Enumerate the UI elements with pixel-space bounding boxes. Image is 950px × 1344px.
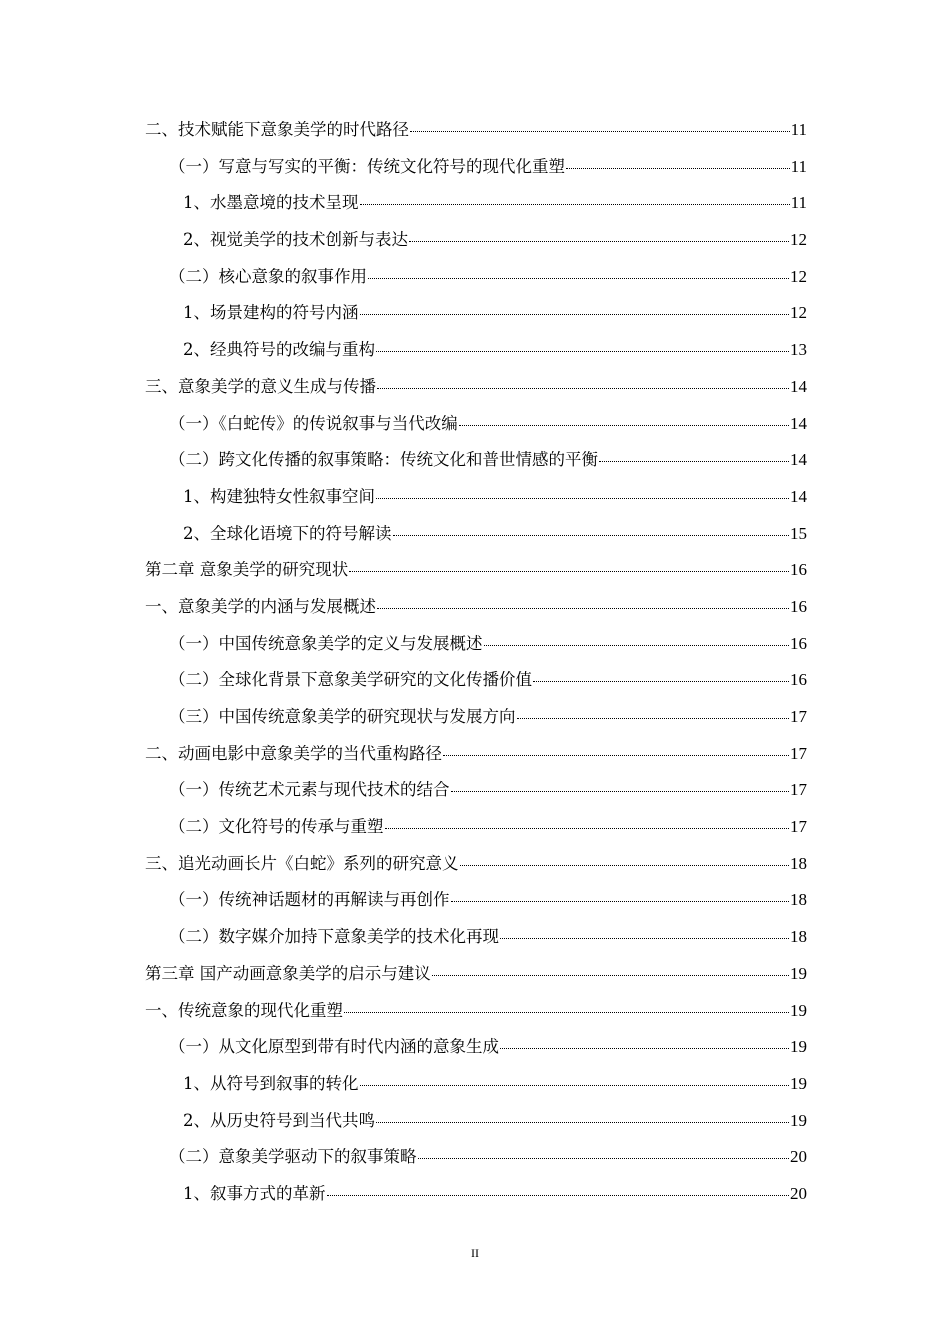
dot-leader [349, 571, 789, 572]
toc-entry-page: 19 [790, 1073, 807, 1093]
toc-entry-page: 12 [790, 230, 807, 250]
dot-leader [376, 351, 789, 352]
dot-leader [459, 425, 789, 426]
page-number: II [471, 1246, 479, 1260]
toc-entry-title: 1、从符号到叙事的转化 [183, 1073, 359, 1093]
table-of-contents [145, 112, 807, 1213]
toc-entry[interactable] [145, 332, 807, 369]
toc-entry[interactable] [145, 772, 807, 809]
toc-entry-title: 二、技术赋能下意象美学的时代路径 [145, 120, 409, 139]
dot-leader [376, 498, 789, 499]
toc-entry-page: 17 [790, 707, 807, 726]
dot-leader [393, 535, 790, 536]
toc-entry[interactable] [145, 626, 807, 663]
toc-entry[interactable] [145, 699, 807, 736]
toc-entry-title: （一）写意与写实的平衡：传统文化符号的现代化重塑 [169, 156, 565, 176]
toc-entry-page: 14 [790, 413, 807, 433]
toc-entry-page: 19 [790, 963, 807, 983]
toc-entry-page: 13 [790, 340, 807, 360]
toc-entry-page: 11 [790, 193, 807, 213]
toc-entry-title: （二）跨文化传播的叙事策略：传统文化和普世情感的平衡 [169, 450, 598, 470]
toc-entry-page: 20 [790, 1147, 807, 1167]
dot-leader [360, 204, 790, 205]
toc-entry-title: 一、传统意象的现代化重塑 [145, 1000, 343, 1020]
toc-entry-page: 14 [790, 450, 807, 470]
dot-leader [385, 828, 790, 829]
toc-entry[interactable] [145, 809, 807, 846]
toc-entry-page: 11 [790, 120, 807, 139]
dot-leader [418, 1158, 790, 1159]
toc-entry-title: 2、从历史符号到当代共鸣 [183, 1110, 375, 1130]
toc-entry-title: （二）全球化背景下意象美学研究的文化传播价值 [169, 670, 532, 690]
toc-entry-title: （二）数字媒介加持下意象美学的技术化再现 [169, 927, 499, 947]
toc-entry[interactable] [145, 736, 807, 773]
toc-entry[interactable] [145, 406, 807, 443]
toc-entry[interactable] [145, 1103, 807, 1140]
toc-entry-page: 20 [790, 1183, 807, 1203]
dot-leader [484, 645, 790, 646]
toc-entry-title: （三）中国传统意象美学的研究现状与发展方向 [169, 707, 516, 726]
dot-leader [460, 865, 790, 866]
toc-entry[interactable] [145, 185, 807, 222]
toc-entry-title: （一）从文化原型到带有时代内涵的意象生成 [169, 1037, 499, 1057]
dot-leader [533, 681, 789, 682]
dot-leader [360, 314, 790, 315]
toc-entry-page: 17 [790, 817, 807, 837]
toc-entry-page: 16 [790, 670, 807, 690]
toc-entry[interactable] [145, 1176, 807, 1213]
toc-entry-page: 17 [790, 743, 807, 763]
toc-entry-page: 16 [790, 560, 807, 580]
toc-entry-page: 18 [790, 927, 807, 947]
toc-entry-title: （二）意象美学驱动下的叙事策略 [169, 1147, 417, 1167]
toc-entry-title: 1、叙事方式的革新 [183, 1183, 326, 1203]
toc-entry-page: 16 [790, 633, 807, 653]
toc-entry-page: 16 [790, 596, 807, 616]
toc-entry-title: 三、意象美学的意义生成与传播 [145, 376, 376, 396]
toc-entry-title: （一）传统神话题材的再解读与再创作 [169, 890, 450, 910]
dot-leader [451, 791, 790, 792]
dot-leader [410, 131, 790, 132]
toc-entry-title: （一）《白蛇传》的传说叙事与当代改编 [169, 413, 458, 433]
toc-entry-title: 1、场景建构的符号内涵 [183, 303, 359, 323]
toc-entry-title: 2、全球化语境下的符号解读 [183, 523, 392, 543]
toc-entry[interactable] [145, 956, 807, 993]
toc-entry-title: 1、水墨意境的技术呈现 [183, 193, 359, 213]
toc-entry[interactable] [145, 882, 807, 919]
toc-entry[interactable] [145, 552, 807, 589]
toc-entry-page: 19 [790, 1110, 807, 1130]
dot-leader [409, 241, 789, 242]
dot-leader [344, 1012, 789, 1013]
toc-entry-title: 第二章 意象美学的研究现状 [145, 560, 349, 580]
dot-leader [500, 1048, 789, 1049]
toc-entry-page: 19 [790, 1037, 807, 1057]
toc-entry-title: 2、视觉美学的技术创新与表达 [183, 230, 408, 250]
toc-entry-title: 2、经典符号的改编与重构 [183, 340, 375, 360]
toc-entry-title: 第三章 国产动画意象美学的启示与建议 [145, 963, 431, 983]
toc-entry[interactable] [145, 516, 807, 553]
toc-entry[interactable] [145, 149, 807, 186]
toc-entry[interactable] [145, 369, 807, 406]
toc-entry-page: 18 [790, 853, 807, 873]
toc-entry[interactable] [145, 295, 807, 332]
toc-entry-page: 12 [790, 266, 807, 286]
toc-entry[interactable] [145, 479, 807, 516]
toc-entry[interactable] [145, 993, 807, 1030]
toc-entry-title: （二）文化符号的传承与重塑 [169, 817, 384, 837]
toc-entry[interactable] [145, 1139, 807, 1176]
toc-entry[interactable] [145, 112, 807, 149]
toc-entry-page: 19 [790, 1000, 807, 1020]
dot-leader [368, 278, 789, 279]
toc-entry-page: 18 [790, 890, 807, 910]
toc-entry-title: 1、构建独特女性叙事空间 [183, 486, 375, 506]
toc-entry-title: 一、意象美学的内涵与发展概述 [145, 596, 376, 616]
toc-entry[interactable] [145, 846, 807, 883]
toc-entry-page: 14 [790, 486, 807, 506]
dot-leader [360, 1085, 790, 1086]
toc-entry-title: （一）传统艺术元素与现代技术的结合 [169, 780, 450, 800]
toc-entry-page: 17 [790, 780, 807, 800]
dot-leader [377, 608, 789, 609]
toc-entry[interactable] [145, 442, 807, 479]
dot-leader [517, 718, 790, 719]
toc-entry-title: （二）核心意象的叙事作用 [169, 266, 367, 286]
dot-leader [327, 1195, 790, 1196]
toc-entry-page: 11 [790, 156, 807, 176]
dot-leader [599, 461, 789, 462]
dot-leader [443, 755, 789, 756]
dot-leader [432, 975, 789, 976]
toc-entry-page: 15 [790, 523, 807, 543]
dot-leader [377, 388, 789, 389]
toc-entry[interactable] [145, 1029, 807, 1066]
toc-entry-page: 12 [790, 303, 807, 323]
toc-entry[interactable] [145, 589, 807, 626]
toc-entry[interactable] [145, 919, 807, 956]
toc-entry-title: 三、追光动画长片《白蛇》系列的研究意义 [145, 853, 459, 873]
toc-entry-page: 14 [790, 376, 807, 396]
toc-entry[interactable] [145, 1066, 807, 1103]
toc-entry[interactable] [145, 662, 807, 699]
dot-leader [500, 938, 789, 939]
toc-entry-title: （一）中国传统意象美学的定义与发展概述 [169, 633, 483, 653]
toc-entry[interactable] [145, 222, 807, 259]
dot-leader [566, 168, 790, 169]
toc-entry[interactable] [145, 259, 807, 296]
toc-entry-title: 二、动画电影中意象美学的当代重构路径 [145, 743, 442, 763]
dot-leader [451, 901, 790, 902]
dot-leader [376, 1122, 789, 1123]
